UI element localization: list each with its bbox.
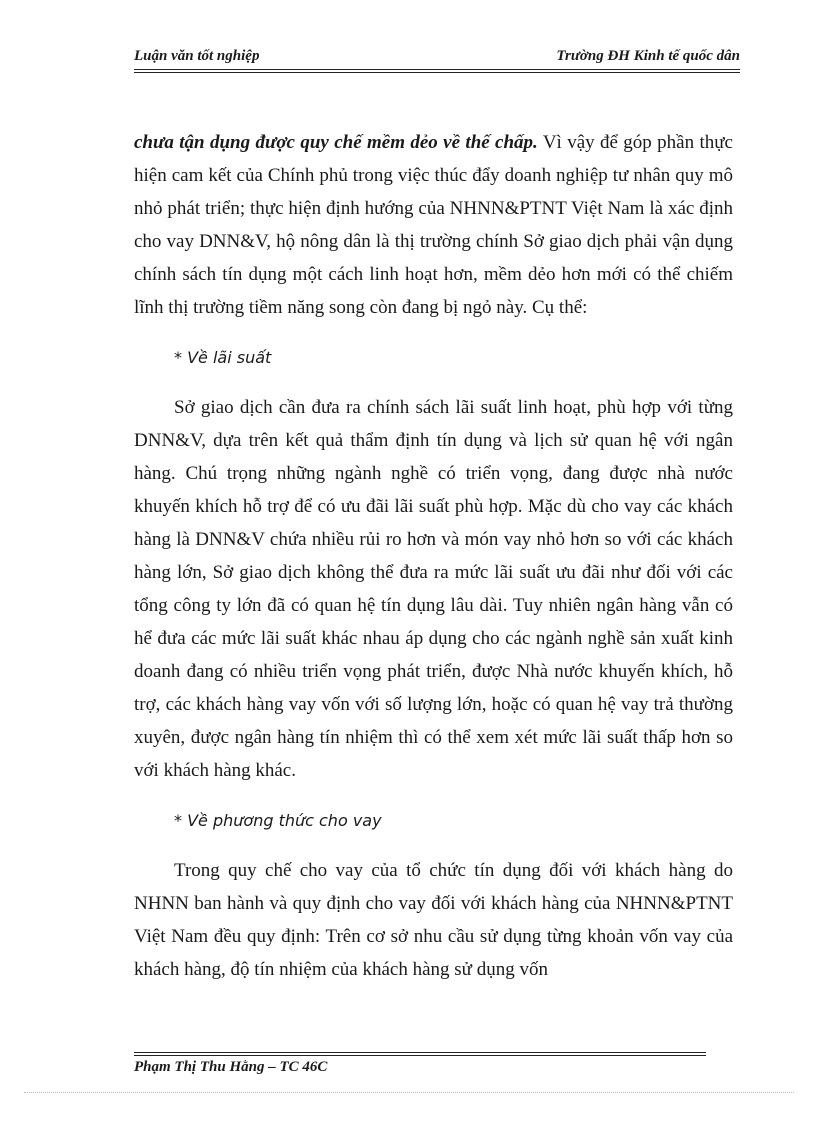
subheading-lending-method: * Về phương thức cho vay bbox=[174, 811, 382, 830]
paragraph-3: Trong quy chế cho vay của tổ chức tín dụng đối với khách hàng do NHNN ban hành và quy định cho vay đối với khách hàng của NHNN&PTNT Việt Nam đều quy định: Trên cơ sở nhu cầu sử dụng từng khoản vốn vay của khách hàng, độ tín nhiệm của khách hàng sử dụng vốn bbox=[134, 860, 733, 980]
header-rule bbox=[134, 69, 740, 70]
page-edge-divider bbox=[24, 1092, 794, 1093]
emphasis-text: chưa tận dụng được quy chế mềm dẻo về thế chấp. bbox=[134, 132, 538, 153]
subheading-interest-rate: * Về lãi suất bbox=[174, 348, 272, 367]
page-header bbox=[134, 46, 740, 68]
paragraph-2: Sở giao dịch cần đưa ra chính sách lãi suất linh hoạt, phù hợp với từng DNN&V, dựa trên kết quả thẩm định tín dụng và lịch sử quan hệ với ngân hàng. Chú trọng những ngành nghề có triển vọng, đang được nhà nước khuyến khích hỗ trợ để có ưu đãi lãi suất phù hợp. Mặc dù cho vay các khách hàng là DNN&V chứa nhiều rủi ro hơn và món vay nhỏ hơn so với các khách hàng lớn, Sở giao dịch không thể đưa ra mức lãi suất ưu đãi như đối với các tổng công ty lớn đã có quan hệ tín dụng lâu dài. Tuy nhiên ngân hàng vẫn có hể đưa các mức lãi suất khác nhau áp dụng cho các ngành nghề sản xuất kinh doanh đang có nhiều triển vọng phát triển, được Nhà nước khuyến khích, hỗ trợ, các khách hàng vay vốn với số lượng lớn, hoặc có quan hệ vay trả thường xuyên, được ngân hàng tín nhiệm thì có thể xem xét mức lãi suất thấp hơn so với khách hàng khác. bbox=[134, 397, 733, 781]
footer-rule bbox=[134, 1052, 706, 1058]
document-body bbox=[134, 126, 733, 986]
paragraph-1 bbox=[134, 126, 733, 324]
header-thesis-label: Luận văn tốt nghiệp bbox=[134, 48, 260, 64]
header-university: Trường ĐH Kinh tế quốc dân bbox=[556, 48, 740, 64]
footer-author: Phạm Thị Thu Hằng – TC 46C bbox=[134, 1059, 328, 1075]
paragraph-1-text: Vì vậy để góp phần thực hiện cam kết của Chính phủ trong việc thúc đẩy doanh nghiệp tư nhân quy mô nhỏ phát triển; thực hiện định hướng của NHNN&PTNT Việt Nam là xác định cho vay DNN&V, hộ nông dân là thị trường chính Sở giao dịch phải vận dụng chính sách tín dụng một cách linh hoạt hơn, mềm dẻo hơn mới có thể chiếm lĩnh thị trường tiềm năng song còn đang bị ngỏ này. Cụ thể: bbox=[134, 132, 733, 318]
header-rule-secondary bbox=[134, 72, 740, 73]
